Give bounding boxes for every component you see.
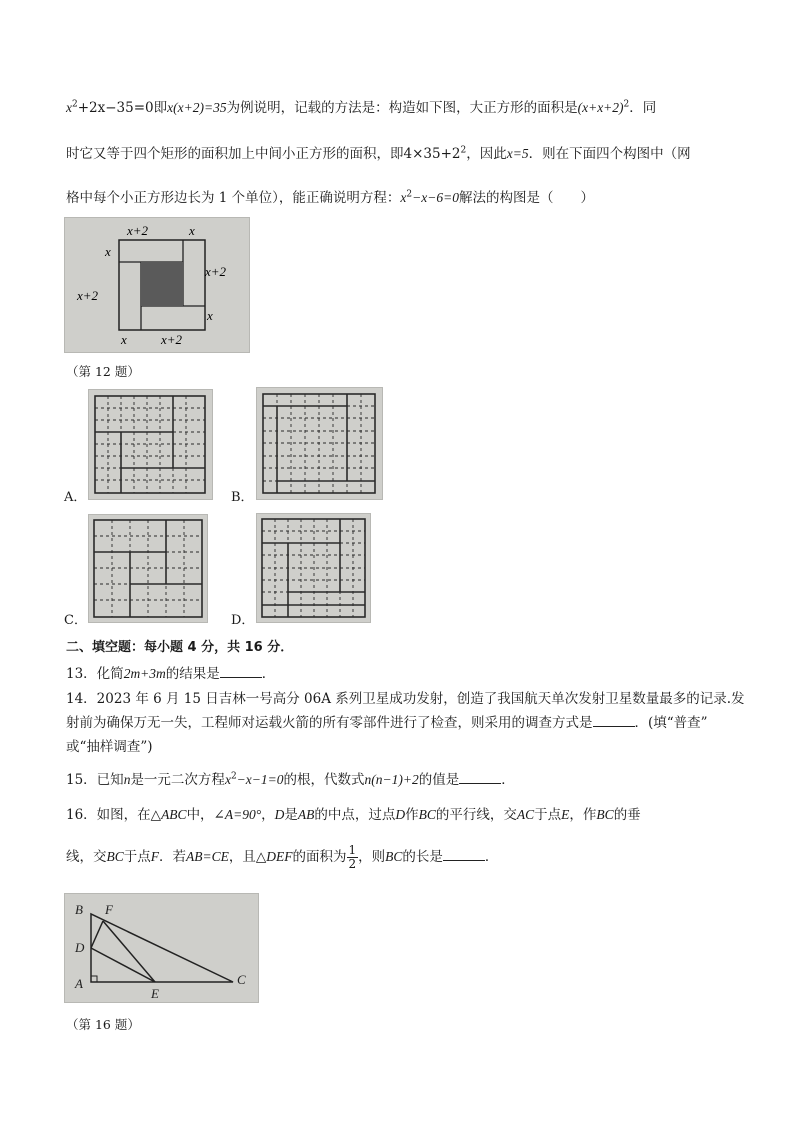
q16-figure-svg [65,894,258,1002]
q13-end: ． [261,666,276,682]
q16-text: ，作 [569,807,597,823]
q14-answer-blank[interactable] [593,714,635,727]
q12-text: 为例说明，记载的方法是：构造如下图，大正方形的面积是 [226,100,578,116]
label-right-x: x [207,308,213,323]
q16-caption: （第 16 题） [66,1017,140,1032]
point-e: E [151,986,159,1001]
q16-text: 16．如图，在△ [66,807,162,823]
q15-eq: x [224,772,231,787]
q16-text: 于点 [534,807,562,823]
q12-text: 解法的构图是（ ） [458,190,594,206]
q16-figure [64,893,259,1003]
option-c-label[interactable]: C． [64,613,87,628]
q12-eq: x=5 [506,146,529,161]
q16-var: AB [297,807,315,822]
point-c: C [237,972,246,987]
q15-answer-blank[interactable] [459,771,501,784]
option-a-figure[interactable] [88,389,213,500]
q12-caption: （第 12 题） [66,364,140,379]
q16-var: A=90° [224,807,262,822]
q16-text: 于点 [123,849,151,865]
q15-text: 15．已知 [66,772,124,788]
q15-end: ． [501,772,515,788]
label-left-x: x [105,244,111,259]
q16-text: 的中点，过点 [314,807,396,823]
q12-line-2: 时它又等于四个矩形的面积加上中间小正方形的面积，即$4\times 35+2^2$，因此x=5．则在下面四个构图中（网 [66,145,691,162]
frac-numerator: 1 [348,843,357,857]
q12-expr: (x+x+2) [577,100,624,115]
q12-eq2: x(x+2)=35 [167,100,227,115]
q12-figure [64,217,250,353]
q12-text: ．则在下面四个构图中（网 [528,146,691,162]
point-d: D [75,940,85,955]
q15-text: 的根，代数式 [283,772,365,788]
q14-line-3: 或“抽样调查”) [66,739,153,755]
q15-expr: n(n−1)+2 [364,772,419,787]
q12-eq: −x−6=0 [412,190,459,205]
q16-var: BC [385,849,403,864]
q14-text: 射前为确保万无一失，工程师对运载火箭的所有零部件进行了检查，则采用的调查方式是 [66,715,593,731]
option-a-svg [89,390,212,499]
label-left: x+2 [77,288,99,303]
q12-line-1: $x^2+2x-35=0$即x(x+2)=35为例说明，记载的方法是：构造如下图，大正方形的面积是$(x+x+2)^2$．同 [66,99,657,116]
q13-expr: 2m+3m [123,666,166,681]
q16-end: ． [484,849,499,865]
q13-text: 13．化简 [66,666,124,682]
label-top: x+2 [127,223,149,238]
q13-answer-blank[interactable] [220,665,262,678]
q16-text: 作 [405,807,419,823]
q16-text: 的平行线，交 [435,807,517,823]
q16-text: ，则 [358,849,386,865]
q12-var: x [66,100,72,115]
point-b: B [75,902,83,917]
option-d-svg [257,514,370,622]
q12-eq: x [400,190,407,205]
q16-text: ，且△ [228,849,267,865]
option-b-label[interactable]: B． [231,490,254,505]
q16-var: BC [596,807,614,822]
q15-line: 15．已知n是一元二次方程$x^2-x-1=0$的根，代数式n(n−1)+2的值是 ． [66,771,515,788]
point-a: A [75,976,83,991]
q14-line-2 [66,711,708,731]
q16-line-1 [66,803,641,823]
frac-denominator: 2 [348,857,357,871]
q12-text: 时它又等于四个矩形的面积加上中间小正方形的面积，即4×35+2 [66,146,461,162]
q16-text: ， [261,807,275,823]
q16-fraction [347,844,359,871]
q14-line-1: 14．2023 年 6 月 15 日吉林一号高分 06A 系列卫星成功发射，创造了我国航天单次发射卫星数量最多的记录.发 [66,691,745,707]
q12-text-end: ．同 [629,100,657,116]
q15-text: 的值是 [418,772,460,788]
q12-text: ，因此 [466,146,507,162]
label-bottom-x: x [121,332,127,347]
q14-text-end: ．(填“普查” [634,715,708,731]
q16-text: 中，∠ [186,807,225,823]
option-c-figure[interactable] [88,514,208,623]
q16-var: DEF [266,849,293,864]
q12-text: 格中每个小正方形边长为 1 个单位），能正确说明方程： [66,190,401,206]
center-square [141,262,183,306]
q16-text: 的长是 [402,849,443,865]
q16-text: 的垂 [613,807,641,823]
q16-var: AB=CE [186,849,229,864]
option-d-label[interactable]: D． [231,613,255,628]
section-2-title: 二、填空题：每小题 4 分，共 16 分． [66,640,294,655]
point-f: F [105,902,113,917]
q16-text: ．若 [159,849,187,865]
option-b-svg [257,388,382,499]
option-a-label[interactable]: A． [64,490,87,505]
q16-var: AC [516,807,535,822]
q16-var: D [395,807,406,822]
label-top-x: x [189,223,195,238]
q16-answer-blank[interactable] [443,848,485,861]
q16-text: 是 [284,807,298,823]
q13-line [66,662,275,682]
q16-var: F [150,849,160,864]
q16-line-2 [66,844,498,871]
q16-var: BC [106,849,124,864]
q16-var: D [274,807,285,822]
option-d-figure[interactable] [256,513,371,623]
label-bottom: x+2 [161,332,183,347]
q15-var: n [123,772,131,787]
q16-text: 线，交 [66,849,107,865]
q16-var: ABC [161,807,187,822]
q12-eq: +2x−35=0即 [77,100,168,116]
q12-line-3: 格中每个小正方形边长为 1 个单位），能正确说明方程：$x^2-x-6=0$解法的构图是（ ） [66,189,594,206]
q16-var: BC [418,807,436,822]
option-c-svg [89,515,207,622]
q13-text: 的结果是 [165,666,220,682]
q15-text: 是一元二次方程 [130,772,225,788]
q12-figure-svg [65,218,249,352]
label-right: x+2 [205,264,227,279]
q16-var: E [561,807,570,822]
q15-eq: −x−1=0 [236,772,284,787]
q16-text: 的面积为 [292,849,347,865]
option-b-figure[interactable] [256,387,383,500]
